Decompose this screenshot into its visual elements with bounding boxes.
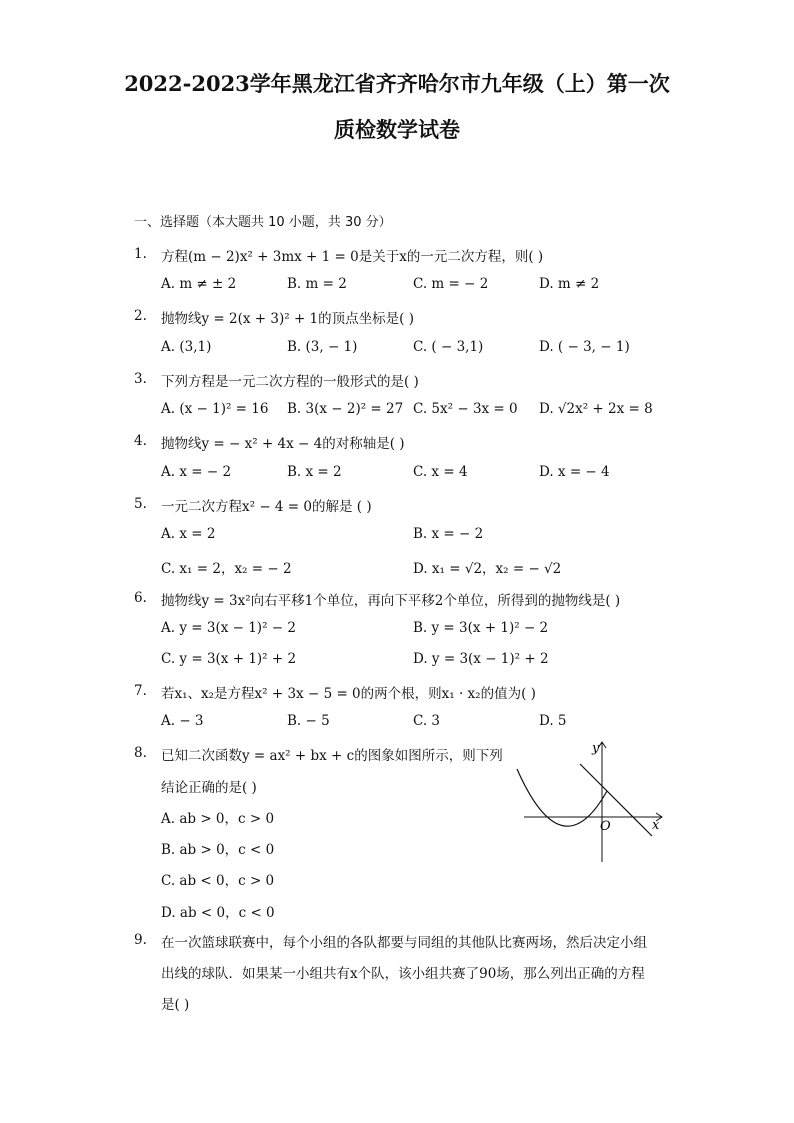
question-number: 9. <box>134 932 147 948</box>
option-b: B. x = − 2 <box>413 526 484 542</box>
option-b: B. − 5 <box>287 713 330 729</box>
option-c: C. x₁ = 2，x₂ = − 2 <box>161 561 292 577</box>
question-stem-cont: 结论正确的是( ) <box>161 780 257 796</box>
question-number: 5. <box>134 496 147 512</box>
question-stem: 一元二次方程x² − 4 = 0的解是 ( ) <box>161 499 372 515</box>
question-stem-cont: 出线的球队．如果某一小组共有x个队，该小组共赛了90场，那么列出正确的方程 <box>161 966 645 982</box>
option-a: A. − 3 <box>161 713 204 729</box>
y-label: y <box>592 741 600 756</box>
question-number: 8. <box>134 745 147 761</box>
origin-label: O <box>600 819 611 834</box>
question-stem: 已知二次函数y = ax² + bx + c的图象如图所示，则下列 <box>161 748 503 764</box>
question-stem-cont2: 是( ) <box>161 997 190 1013</box>
option-c: C. x = 4 <box>413 464 468 480</box>
option-c: C. ab < 0，c > 0 <box>161 873 275 889</box>
option-b: B. x = 2 <box>287 464 342 480</box>
option-d: D. x = − 4 <box>539 464 610 480</box>
question-number: 6. <box>134 590 147 606</box>
document-title-line1: 2022-2023学年黑龙江省齐齐哈尔市九年级（上）第一次 <box>124 71 670 96</box>
question-stem: 抛物线y = 3x²向右平移1个单位，再向下平移2个单位，所得到的抛物线是( ) <box>161 593 621 609</box>
question-stem: 抛物线y = − x² + 4x − 4的对称轴是( ) <box>161 436 405 452</box>
question-stem: 若x₁、x₂是方程x² + 3x − 5 = 0的两个根，则x₁ · x₂的值为( ) <box>161 686 536 702</box>
option-d: D. ab < 0，c < 0 <box>161 905 275 921</box>
question-number: 1. <box>134 246 147 262</box>
question-number: 4. <box>134 433 147 449</box>
option-d: D. x₁ = √2，x₂ = − √2 <box>413 561 562 577</box>
option-c: C. 5x² − 3x = 0 <box>413 401 518 417</box>
option-a: A. (3,1) <box>161 339 212 355</box>
option-c: C. 3 <box>413 713 441 729</box>
option-c: C. y = 3(x + 1)² + 2 <box>161 651 297 667</box>
document-title-line2: 质检数学试卷 <box>334 117 460 142</box>
option-d: D. 5 <box>539 713 567 729</box>
option-b: B. y = 3(x + 1)² − 2 <box>413 620 549 636</box>
option-d: D. ( − 3, − 1) <box>539 339 630 355</box>
x-label: x <box>652 818 660 833</box>
parabola-figure <box>512 736 672 866</box>
question-stem: 在一次篮球联赛中，每个小组的各队都要与同组的其他队比赛两场，然后决定小组 <box>161 935 647 951</box>
option-a: A. ab > 0，c > 0 <box>161 811 275 827</box>
option-d: D. m ≠ 2 <box>539 276 600 292</box>
option-a: A. y = 3(x − 1)² − 2 <box>161 620 296 636</box>
option-b: B. ab > 0，c < 0 <box>161 842 275 858</box>
option-c: C. m = − 2 <box>413 276 489 292</box>
option-b: B. (3, − 1) <box>287 339 358 355</box>
question-stem: 抛物线y = 2(x + 3)² + 1的顶点坐标是( ) <box>161 311 414 327</box>
question-number: 2. <box>134 308 147 324</box>
option-b: B. 3(x − 2)² = 27 <box>287 401 404 417</box>
option-d: D. √2x² + 2x = 8 <box>539 401 653 417</box>
question-stem: 方程(m − 2)x² + 3mx + 1 = 0是关于x的一元二次方程，则( ) <box>161 249 544 265</box>
option-a: A. x = − 2 <box>161 464 232 480</box>
option-a: A. m ≠ ± 2 <box>161 276 237 292</box>
option-b: B. m = 2 <box>287 276 347 292</box>
option-d: D. y = 3(x − 1)² + 2 <box>413 651 549 667</box>
section-heading: 一、选择题（本大题共 10 小题，共 30 分） <box>134 215 392 230</box>
line-graph <box>580 764 652 836</box>
question-stem: 下列方程是一元二次方程的一般形式的是( ) <box>161 374 419 390</box>
option-c: C. ( − 3,1) <box>413 339 484 355</box>
option-a: A. (x − 1)² = 16 <box>161 401 269 417</box>
question-number: 3. <box>134 371 147 387</box>
option-a: A. x = 2 <box>161 526 216 542</box>
question-number: 7. <box>134 683 147 699</box>
